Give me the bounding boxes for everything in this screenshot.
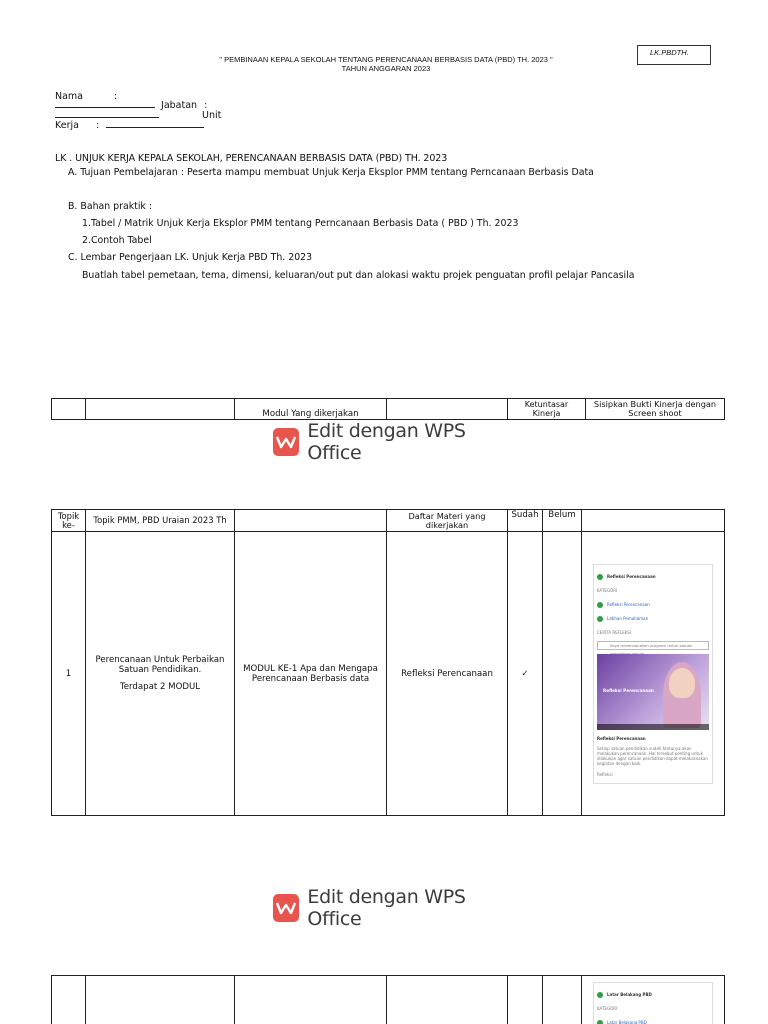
nama-row: Nama :	[55, 91, 118, 102]
video-thumbnail: Refleksi Perencanaan	[597, 654, 709, 730]
wps-watermark[interactable]	[273, 420, 513, 464]
kerja-row: Kerja :	[55, 120, 204, 131]
check-circle-icon	[597, 574, 603, 580]
jabatan-label: Jabatan	[161, 100, 198, 111]
table-row	[52, 976, 725, 1024]
section-title: LK . UNJUK KERJA KEPALA SEKOLAH, PERENCANAAN BERBASIS DATA (PBD) TH. 2023	[55, 153, 448, 164]
wps-logo-icon	[273, 894, 299, 922]
header-topik-pmm: Topik PMM, PBD Uraian 2023 Th	[86, 510, 235, 532]
uraian-modul-count: Terdapat 2 MODUL	[119, 682, 201, 692]
cell-belum	[543, 532, 582, 816]
table-row	[52, 399, 725, 420]
nama-field[interactable]	[55, 100, 155, 108]
jabatan-field[interactable]	[55, 110, 159, 118]
check-circle-icon	[597, 616, 603, 622]
document-title-line2: TAHUN ANGGARAN 2023	[341, 64, 431, 73]
kerja-label: Kerja	[55, 120, 79, 131]
header-topik-ke: Topik ke-	[52, 510, 86, 532]
cell-modul: MODUL KE-1 Apa dan Mengapa Perencanaan Berbasis data	[235, 532, 387, 816]
main-table-continued	[51, 975, 725, 1024]
header-daftar-materi: Daftar Materi yang dikerjakan	[387, 510, 508, 532]
item-b: B. Bahan praktik :	[68, 201, 153, 212]
table-row	[52, 532, 725, 816]
item-b2: 2.Contoh Tabel	[82, 235, 152, 246]
check-circle-icon	[597, 602, 603, 608]
uraian-text: Perencanaan Untuk Perbaikan Satuan Pendidikan.	[95, 655, 225, 675]
evidence-screenshot: Refleksi Perencanaan KATEGORI Refleksi Perencanaan Latihan Pemahaman CERITA REFLEKSI Saya merencanakan program untuk satuan Refleksi Perencanaan Refleksi Perencanaan Setiap satuan pendidikan sudah tentunya akan melakukan perencanaan. Hal tersebut penting untuk dilakukan agar satuan pendidikan dapat melaksanakan kegiatan dengan baik. Refleksi	[593, 564, 713, 784]
table-header-strip	[51, 398, 725, 420]
cell-screenshot	[582, 976, 725, 1024]
item-c1: Buatlah tabel pemetaan, tema, dimensi, keluaran/out put dan alokasi waktu projek penguatan profil pelajar Pancasila	[82, 270, 635, 281]
cell-materi: Refleksi Perencanaan	[387, 532, 508, 816]
header-ketuntasan: Ketuntasar Kinerja	[508, 399, 586, 420]
main-table	[51, 509, 725, 816]
table-header-row	[52, 510, 725, 532]
wps-watermark[interactable]	[273, 886, 513, 930]
unit-label: Unit	[202, 110, 222, 121]
header-belum: Belum	[543, 510, 582, 532]
video-controls-bar	[597, 724, 709, 730]
check-circle-icon	[597, 1020, 603, 1024]
cell-screenshot	[582, 532, 725, 816]
wps-watermark-text: Edit dengan WPS Office	[307, 886, 466, 930]
check-circle-icon	[597, 992, 603, 998]
cell-uraian	[86, 532, 235, 816]
wps-logo-icon	[273, 428, 299, 456]
evidence-screenshot: Latar Belakang PBD KATEGORI Latar Belakang PBD	[593, 982, 713, 1024]
document-title	[196, 55, 576, 73]
unit-kerja-field[interactable]	[106, 120, 204, 128]
header-sudah: Sudah	[508, 510, 543, 532]
document-title-line1: " PEMBINAAN KEPALA SEKOLAH TENTANG PERENCANAAN BERBASIS DATA (PBD) TH. 2023 "	[219, 55, 553, 64]
cell-sudah-check: ✓	[508, 532, 543, 816]
item-c: C. Lembar Pengerjaan LK. Unjuk Kerja PBD Th. 2023	[68, 252, 313, 263]
cell-no: 1	[52, 532, 86, 816]
jabatan-row: Jabatan :	[55, 100, 207, 111]
document-code-box: LK.PBDTH.	[637, 45, 711, 65]
item-a: A. Tujuan Pembelajaran : Peserta mampu membuat Unjuk Kerja Eksplor PMM tentang Perncanaan Berbasis Data	[68, 167, 594, 178]
item-b1: 1.Tabel / Matrik Unjuk Kerja Eksplor PMM tentang Perncanaan Berbasis Data ( PBD ) Th. 2023	[82, 218, 519, 229]
wps-watermark-text: Edit dengan WPS Office	[307, 420, 466, 464]
nama-label: Nama	[55, 91, 84, 102]
header-bukti: Sisipkan Bukti Kinerja dengan Screen shoot	[586, 399, 725, 420]
header-modul: Modul Yang dikerjakan	[235, 399, 387, 420]
